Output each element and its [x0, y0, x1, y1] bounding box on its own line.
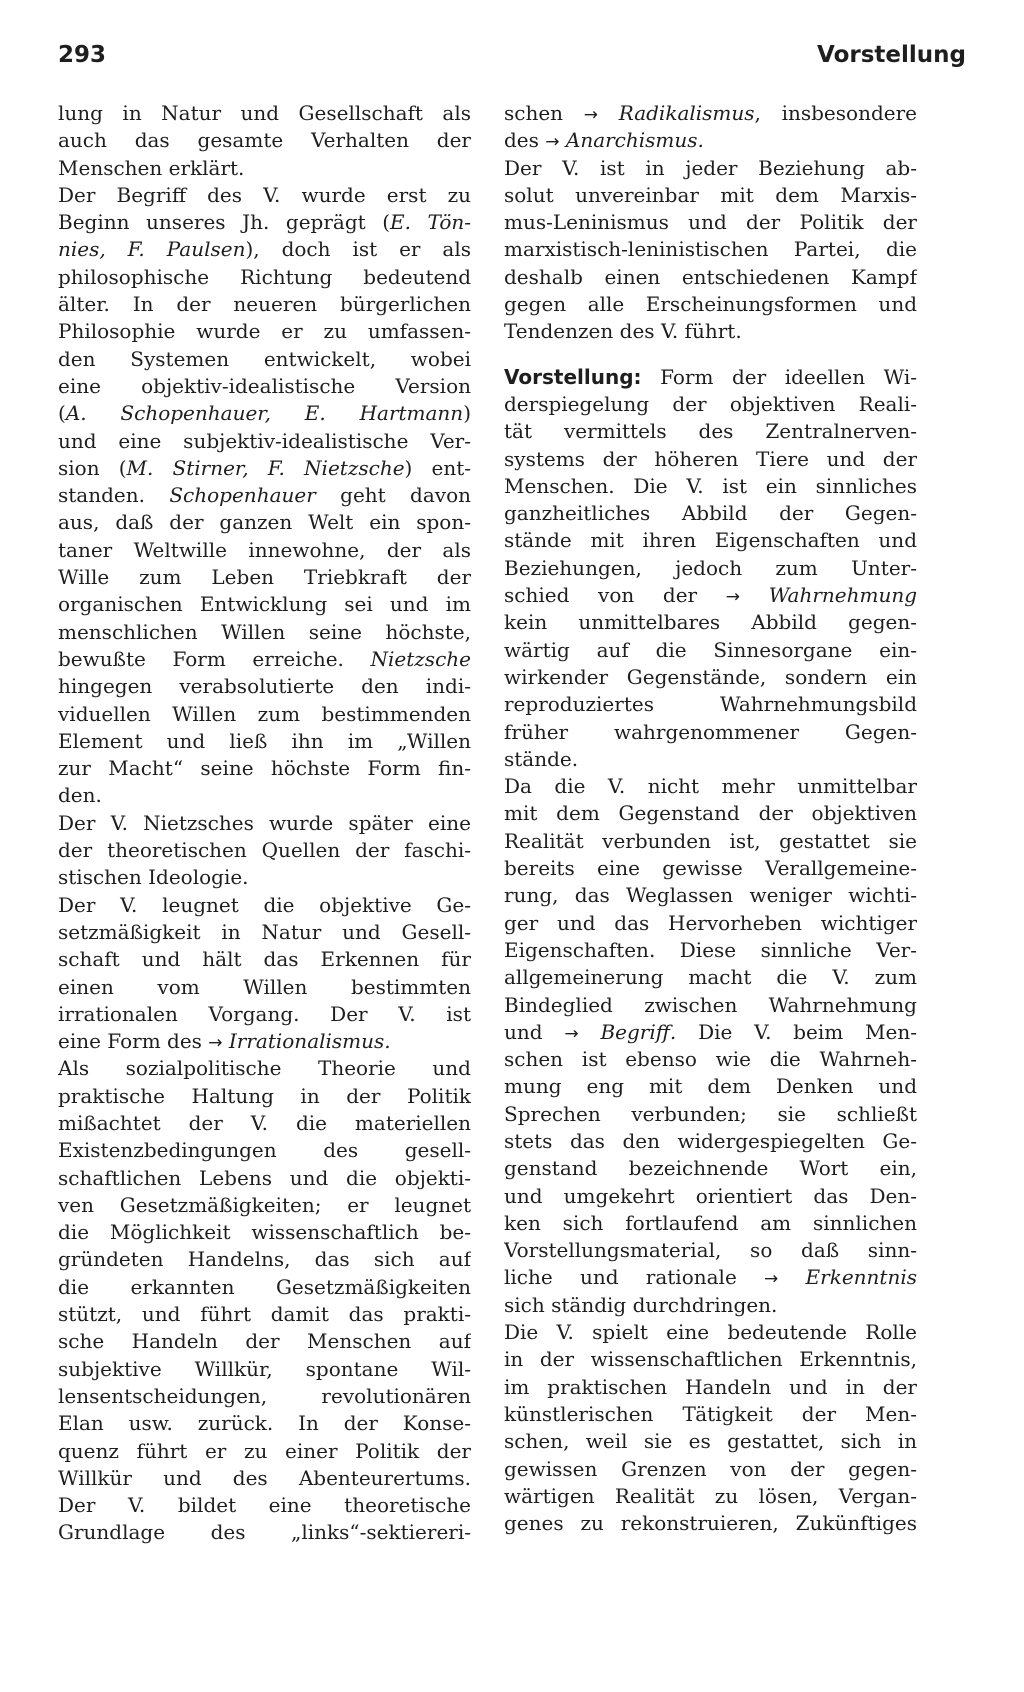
text-line: wirkender Gegenstände, sondern ein: [504, 664, 917, 689]
text-line: auch das gesamte Verhalten der: [58, 128, 471, 153]
text-line: Willkür und des Abenteurertums.: [58, 1465, 471, 1490]
text-line: stischen Ideologie.: [58, 865, 249, 890]
text-line: Da die V. nicht mehr unmittelbar: [504, 774, 917, 799]
text-line: deshalb einen entschiedenen Kampf: [504, 264, 917, 289]
text-line: liche und rationale → Erkenntnis: [504, 1265, 917, 1290]
text-line: Tendenzen des V. führt.: [504, 319, 742, 344]
text-line: bereits eine gewisse Verallgemeine-: [504, 856, 917, 881]
text-line: allgemeinerung macht die V. zum: [504, 965, 917, 990]
text-line: künstlerischen Tätigkeit der Men-: [504, 1401, 917, 1426]
text-line: den Systemen entwickelt, wobei: [58, 346, 471, 371]
text-line: Der Begriff des V. wurde erst zu: [58, 182, 471, 207]
text-line: Grundlage des „links“-sektiereri-: [58, 1520, 471, 1545]
text-line: ken sich fortlaufend am sinnlichen: [504, 1210, 917, 1235]
text-line: wärtigen Realität zu lösen, Vergan-: [504, 1483, 917, 1508]
text-line: Element und ließ ihn im „Willen: [58, 728, 471, 753]
text-line: lung in Natur und Gesellschaft als: [58, 101, 471, 125]
text-line: derspiegelung der objektiven Reali-: [504, 391, 917, 416]
text-line: Beginn unseres Jh. geprägt (E. Tön-: [58, 210, 471, 235]
text-line: nies, F. Paulsen), doch ist er als: [58, 237, 471, 262]
text-line: Philosophie wurde er zu umfassen-: [58, 319, 471, 344]
text-line: setzmäßigkeit in Natur und Gesell-: [58, 919, 471, 944]
text-line: mus-Leninismus und der Politik der: [504, 210, 917, 235]
text-line: marxistisch-leninistischen Partei, die: [504, 237, 917, 262]
text-line: rung, das Weglassen weniger wichti-: [504, 883, 917, 908]
text-line: tät vermittels des Zentralnerven-: [504, 419, 917, 444]
text-line: ger und das Hervorheben wichtiger: [504, 910, 917, 935]
text-line: Der V. leugnet die objektive Ge-: [58, 892, 471, 917]
text-line: des → Anarchismus.: [504, 128, 704, 153]
text-line: aus, daß der ganzen Welt ein spon-: [58, 510, 471, 535]
text-line: mißachtet der V. die materiellen: [58, 1110, 471, 1135]
text-line: mit dem Gegenstand der objektiven: [504, 801, 917, 826]
text-line: Beziehungen, jedoch zum Unter-: [504, 555, 917, 580]
paragraph-gap: [504, 346, 917, 364]
text-line: sche Handeln der Menschen auf: [58, 1329, 471, 1354]
text-line: stützt, und führt damit das prakti-: [58, 1302, 471, 1327]
text-line: schen → Radikalismus, insbesondere: [504, 101, 917, 125]
text-line: solut unvereinbar mit dem Marxis-: [504, 182, 917, 207]
text-line: gewissen Grenzen von der gegen-: [504, 1456, 917, 1481]
text-line: gründeten Handelns, das sich auf: [58, 1247, 471, 1272]
text-line: wärtig auf die Sinnesorgane ein-: [504, 637, 917, 662]
text-line: Eigenschaften. Diese sinnliche Ver-: [504, 937, 917, 962]
running-head: Vorstellung: [817, 42, 966, 68]
text-line: Bindeglied zwischen Wahrnehmung: [504, 992, 917, 1017]
text-line: zur Macht“ seine höchste Form fin-: [58, 756, 471, 781]
text-line: standen. Schopenhauer geht davon: [58, 483, 471, 508]
text-line: und umgekehrt orientiert das Den-: [504, 1183, 917, 1208]
text-line: mung eng mit dem Denken und: [504, 1074, 917, 1099]
text-line: lensentscheidungen, revolutionären: [58, 1383, 471, 1408]
text-line: Menschen. Die V. ist ein sinnliches: [504, 473, 917, 498]
text-line: der theoretischen Quellen der faschi-: [58, 838, 471, 863]
text-line: Sprechen verbunden; sie schließt: [504, 1101, 917, 1126]
text-line: Menschen erklärt.: [58, 155, 245, 180]
text-line: genstand bezeichnende Wort ein,: [504, 1156, 917, 1181]
text-line: subjektive Willkür, spontane Wil-: [58, 1356, 471, 1381]
text-line: schen ist ebenso wie die Wahrneh-: [504, 1047, 917, 1072]
text-line: eine Form des → Irrationalismus.: [58, 1029, 391, 1054]
page-number: 293: [58, 42, 107, 68]
text-line: sich ständig durchdringen.: [504, 1292, 778, 1317]
text-line: kein unmittelbares Abbild gegen-: [504, 610, 917, 635]
text-line: organischen Entwicklung sei und im: [58, 592, 471, 617]
left-text-column: [58, 100, 471, 1547]
text-line: stände.: [504, 746, 579, 771]
text-line: systems der höheren Tiere und der: [504, 446, 917, 471]
text-line: Der V. bildet eine theoretische: [58, 1493, 471, 1518]
text-line: stände mit ihren Eigenschaften und: [504, 528, 917, 553]
text-line: ven Gesetzmäßigkeiten; er leugnet: [58, 1192, 471, 1217]
text-line: sion (M. Stirner, F. Nietzsche) ent-: [58, 455, 471, 480]
text-line: ganzheitliches Abbild der Gegen-: [504, 501, 917, 526]
text-line: gegen alle Erscheinungsformen und: [504, 292, 917, 317]
text-line: Existenzbedingungen des gesell-: [58, 1138, 471, 1163]
text-line: philosophische Richtung bedeutend: [58, 264, 471, 289]
text-line: Elan usw. zurück. In der Konse-: [58, 1411, 471, 1436]
text-line: genes zu rekonstruieren, Zukünftiges: [504, 1511, 917, 1536]
text-line: schen, weil sie es gestattet, sich in: [504, 1429, 917, 1454]
text-line: im praktischen Handeln und in der: [504, 1374, 917, 1399]
text-line: und eine subjektiv-idealistische Ver-: [58, 428, 471, 453]
text-line: viduellen Willen zum bestimmenden: [58, 701, 471, 726]
text-line: Die V. spielt eine bedeutende Rolle: [504, 1320, 917, 1345]
text-line: Der V. Nietzsches wurde später eine: [58, 810, 471, 835]
text-line: praktische Haltung in der Politik: [58, 1083, 471, 1108]
text-line: den.: [58, 783, 102, 808]
text-line: älter. In der neueren bürgerlichen: [58, 292, 471, 317]
text-line: Vorstellung: Form der ideellen Wi-: [504, 364, 917, 389]
text-line: schaft und hält das Erkennen für: [58, 947, 471, 972]
text-line: schaftlichen Lebens und die objekti-: [58, 1165, 471, 1190]
text-line: und → Begriff. Die V. beim Men-: [504, 1019, 917, 1044]
text-line: eine objektiv-idealistische Version: [58, 373, 471, 398]
text-line: bewußte Form erreiche. Nietzsche: [58, 646, 471, 671]
text-line: menschlichen Willen seine höchste,: [58, 619, 471, 644]
text-line: einen vom Willen bestimmten: [58, 974, 471, 999]
text-line: Wille zum Leben Triebkraft der: [58, 565, 471, 590]
text-line: stets das den widergespiegelten Ge-: [504, 1128, 917, 1153]
text-line: in der wissenschaftlichen Erkenntnis,: [504, 1347, 917, 1372]
text-line: Der V. ist in jeder Beziehung ab-: [504, 155, 917, 180]
text-line: quenz führt er zu einer Politik der: [58, 1438, 471, 1463]
text-line: hingegen verabsolutierte den indi-: [58, 674, 471, 699]
text-line: schied von der → Wahrnehmung: [504, 583, 917, 608]
text-line: früher wahrgenommener Gegen-: [504, 719, 917, 744]
text-line: reproduziertes Wahrnehmungsbild: [504, 692, 917, 717]
text-line: Vorstellungsmaterial, so daß sinn-: [504, 1238, 917, 1263]
text-line: Realität verbunden ist, gestattet sie: [504, 828, 917, 853]
page-header: [58, 42, 966, 82]
text-line: (A. Schopenhauer, E. Hartmann): [58, 401, 471, 426]
text-line: die Möglichkeit wissenschaftlich be-: [58, 1220, 471, 1245]
text-line: die erkannten Gesetzmäßigkeiten: [58, 1274, 471, 1299]
right-text-column: [504, 100, 917, 1537]
text-line: irrationalen Vorgang. Der V. ist: [58, 1001, 471, 1026]
text-line: Als sozialpolitische Theorie und: [58, 1056, 471, 1081]
text-line: taner Weltwille innewohne, der als: [58, 537, 471, 562]
